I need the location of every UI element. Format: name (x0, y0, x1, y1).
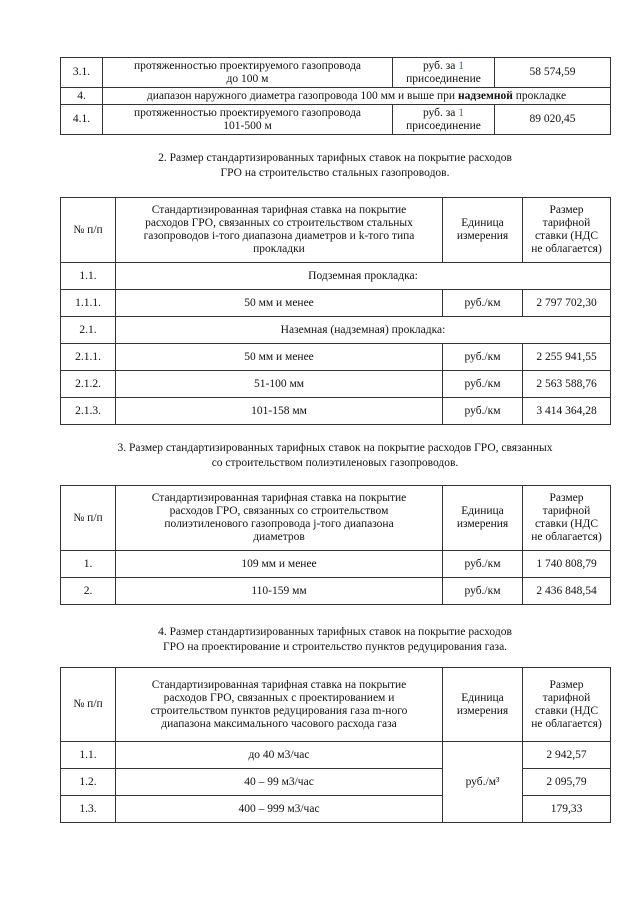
header-unit: Единица измерения (443, 198, 523, 263)
row-value: 2 942,57 (523, 742, 611, 769)
row-unit: руб./км (443, 371, 523, 398)
section-4-caption: 4. Размер стандартизированных тарифных ставок на покрытие расходов ГРО на проектирование и строительство пунктов редуцирования газа. (158, 626, 512, 653)
header-number: № п/п (61, 486, 116, 551)
row-description: протяженностью проектируемого газопровода 101-500 м (103, 105, 393, 135)
row-number: 2.1.3. (61, 398, 116, 425)
row-number: 1.3. (61, 796, 116, 823)
row-value: 1 740 808,79 (523, 551, 611, 578)
section-2-caption: 2. Размер стандартизированных тарифных ставок на покрытие расходов ГРО на строительство стальных газопроводов. (158, 152, 512, 179)
row-description: до 40 м3/час (116, 742, 443, 769)
row-description: 50 мм и менее (116, 290, 443, 317)
row-value: 58 574,59 (495, 58, 611, 88)
row-value: 2 797 702,30 (523, 290, 611, 317)
row-number: 1.2. (61, 769, 116, 796)
header-description: Стандартизированная тарифная ставка на покрытие расходов ГРО, связанных с проектированием и строительством пунктов редуцирования газа m-ного диапазона максимального часового расхода газа (116, 668, 443, 742)
row-span-description: диапазон наружного диаметра газопровода 100 мм и выше при надземной прокладке (103, 88, 611, 105)
row-number: 1.1. (61, 263, 116, 290)
table-row (61, 796, 611, 823)
table-row (61, 371, 611, 398)
row-number: 1.1. (61, 742, 116, 769)
row-unit: руб./км (443, 551, 523, 578)
table-header-row (61, 198, 611, 263)
row-number: 2.1.1. (61, 344, 116, 371)
table-row (61, 578, 611, 605)
table-row (61, 742, 611, 769)
row-value: 89 020,45 (495, 105, 611, 135)
row-unit: руб./км (443, 578, 523, 605)
row-unit: руб./км (443, 344, 523, 371)
header-rate: Размер тарифной ставки (НДС не облагается) (523, 198, 611, 263)
table-row (61, 263, 611, 290)
table-row (61, 290, 611, 317)
table-row (61, 88, 611, 105)
row-number: 1. (61, 551, 116, 578)
header-number: № п/п (61, 198, 116, 263)
row-description: 110-159 мм (116, 578, 443, 605)
row-description: 40 – 99 м3/час (116, 769, 443, 796)
table-row (61, 105, 611, 135)
table-header-row (61, 486, 611, 551)
table-row (61, 344, 611, 371)
row-span-description: Подземная прокладка: (116, 263, 611, 290)
steel-pipeline-table (60, 197, 611, 425)
row-description: 51-100 мм (116, 371, 443, 398)
row-number: 2.1. (61, 317, 116, 344)
row-description: 400 – 999 м3/час (116, 796, 443, 823)
row-unit: руб./км (443, 398, 523, 425)
row-unit: руб./км (443, 290, 523, 317)
section-3-caption: 3. Размер стандартизированных тарифных ставок на покрытие расходов ГРО, связанных со строительством полиэтиленовых газопроводов. (117, 442, 553, 469)
row-value: 2 255 941,55 (523, 344, 611, 371)
row-description: 50 мм и менее (116, 344, 443, 371)
gas-reduction-points-table (60, 667, 611, 823)
row-number: 4.1. (61, 105, 103, 135)
row-unit: руб. за 1 присоединение (393, 105, 495, 135)
row-number: 2. (61, 578, 116, 605)
row-number: 1.1.1. (61, 290, 116, 317)
row-unit: руб. за 1 присоединение (393, 58, 495, 88)
row-description: 101-158 мм (116, 398, 443, 425)
row-value: 2 436 848,54 (523, 578, 611, 605)
table-row (61, 317, 611, 344)
row-value: 3 414 364,28 (523, 398, 611, 425)
table-row (61, 58, 611, 88)
top-tariff-table (60, 57, 611, 135)
header-description: Стандартизированная тарифная ставка на покрытие расходов ГРО, связанных со строительством полиэтиленового газопровода j-того диапазона диаметров (116, 486, 443, 551)
table-header-row (61, 668, 611, 742)
row-number: 2.1.2. (61, 371, 116, 398)
table-row (61, 551, 611, 578)
merged-unit: руб./м³ (443, 742, 523, 823)
row-value: 2 563 588,76 (523, 371, 611, 398)
header-rate: Размер тарифной ставки (НДС не облагается) (523, 668, 611, 742)
table-row (61, 398, 611, 425)
header-description: Стандартизированная тарифная ставка на покрытие расходов ГРО, связанных со строительством стальных газопроводов i-того диапазона диаметров и k-того типа прокладки (116, 198, 443, 263)
row-description: 109 мм и менее (116, 551, 443, 578)
row-value: 2 095,79 (523, 769, 611, 796)
header-unit: Единица измерения (443, 486, 523, 551)
polyethylene-pipeline-table (60, 485, 611, 605)
row-number: 4. (61, 88, 103, 105)
row-description: протяженностью проектируемого газопровода до 100 м (103, 58, 393, 88)
table-row (61, 769, 611, 796)
header-unit: Единица измерения (443, 668, 523, 742)
header-rate: Размер тарифной ставки (НДС не облагается) (523, 486, 611, 551)
header-number: № п/п (61, 668, 116, 742)
row-number: 3.1. (61, 58, 103, 88)
row-span-description: Наземная (надземная) прокладка: (116, 317, 611, 344)
row-value: 179,33 (523, 796, 611, 823)
